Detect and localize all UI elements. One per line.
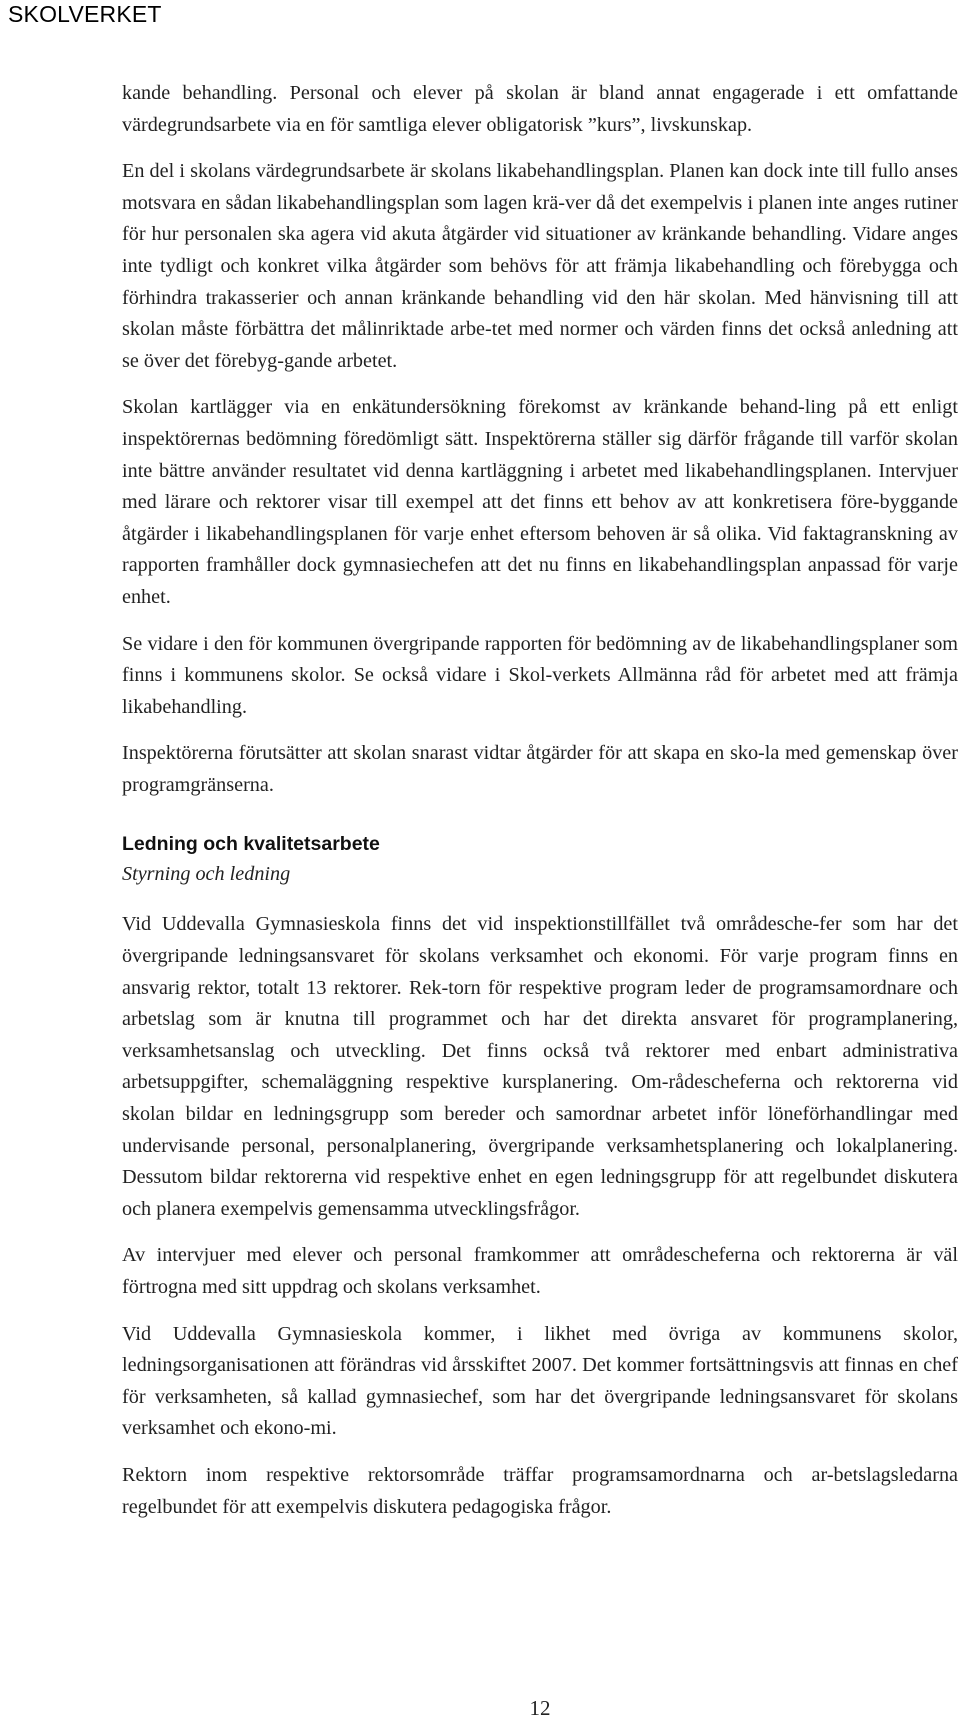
paragraph: Vid Uddevalla Gymnasieskola finns det vid inspektionstillfället två områdesche-fer som har det övergripande ledningsansvaret för skolans verksamhet och ekonomi. För varje program finns en ansvarig rektor, totalt 13 rektorer. Rek-torn för respektive program leder de programsamordnare och arbetslag som är knutna till programmet och har det direkta ansvaret för programplanering, verksamhetsanslag och utveckling. Det finns också två rektorer med enbart administrativa arbetsuppgifter, schemaläggning respektive kursplanering. Om-rådescheferna och rektorerna vid skolan bildar en ledningsgrupp som bereder och samordnar arbetet inför löneförhandlingar med undervisande personal, personalplanering, övergripande verksamhetsplanering och lokalplanering. Dessutom bildar rektorerna vid respektive enhet en egen ledningsgrupp för att regelbundet diskutera och planera exempelvis gemensamma utvecklingsfrågor. [122,913,958,1220]
document-body [122,78,958,1538]
paragraph: Vid Uddevalla Gymnasieskola kommer, i likhet med övriga av kommunens skolor, ledningsorganisationen att förändras vid årsskiftet 2007. Det kommer fortsättningsvis att finnas en chef för verksamheten, så kallad gymnasiechef, som har det övergripande ledningsansvaret för skolans verksamhet och ekono-mi. [122,1322,958,1440]
paragraph: En del i skolans värdegrundsarbete är skolans likabehandlingsplan. Planen kan dock inte till fullo anses motsvara en sådan likabehandlingsplan som lagen krä-ver då det exempelvis i planen inte anges rutiner för hur personalen ska agera vid akuta åtgärder vid situationer av kränkande behandling. Vidare anges inte tydligt och konkret vilka åtgärder som behövs för att främja likabehandling och förebygga och förhindra trakasserier och annan kränkande behandling vid den här skolan. Med hänvisning till att skolan måste förbättra det målinriktade arbe-tet med normer och värden finns det också anledning att se över det förebyg-gande arbetet. [122,160,958,372]
paragraph: Se vidare i den för kommunen övergripande rapporten för bedömning av de likabehandlingsplaner som finns i kommunens skolor. Se också vidare i Skol-verkets Allmänna råd för arbetet med att främja likabehandling. [122,632,958,718]
paragraph: Rektorn inom respektive rektorsområde träffar programsamordnarna och ar-betslagsledarna regelbundet för att exempelvis diskutera pedagogiska frågor. [122,1463,958,1518]
document-header: SKOLVERKET [8,1,162,27]
paragraph: Skolan kartlägger via en enkätundersökning förekomst av kränkande behand-ling på ett enligt inspektörernas bedömning föredömligt sätt. Inspektörerna ställer sig därför frågande till varför skolan inte bättre använder resultatet vid denna kartläggning i arbetet med likabehandlingsplanen. Intervjuer med lärare och rektorer visar till exempel att det finns ett behov av att konkretisera före-byggande åtgärder i likabehandlingsplanen för varje enhet eftersom behoven är så olika. Vid faktagranskning av rapporten framhåller dock gymnasiechefen att det nu finns en likabehandlingsplan anpassad för varje enhet. [122,396,958,608]
section-heading: Ledning och kvalitetsarbete [122,833,380,856]
section-subheading: Styrning och ledning [122,863,291,886]
paragraph: Inspektörerna förutsätter att skolan snarast vidtar åtgärder för att skapa en sko-la med gemenskap över programgränserna. [122,742,958,796]
page-number: 12 [529,1696,551,1720]
paragraph: Av intervjuer med elever och personal framkommer att områdescheferna och rektorerna är väl förtrogna med sitt uppdrag och skolans verksamhet. [122,1244,958,1298]
paragraph: kande behandling. Personal och elever på skolan är bland annat engagerade i ett omfattande värdegrundsarbete via en för samtliga elever obligatorisk ”kurs”, livskunskap. [122,82,958,136]
